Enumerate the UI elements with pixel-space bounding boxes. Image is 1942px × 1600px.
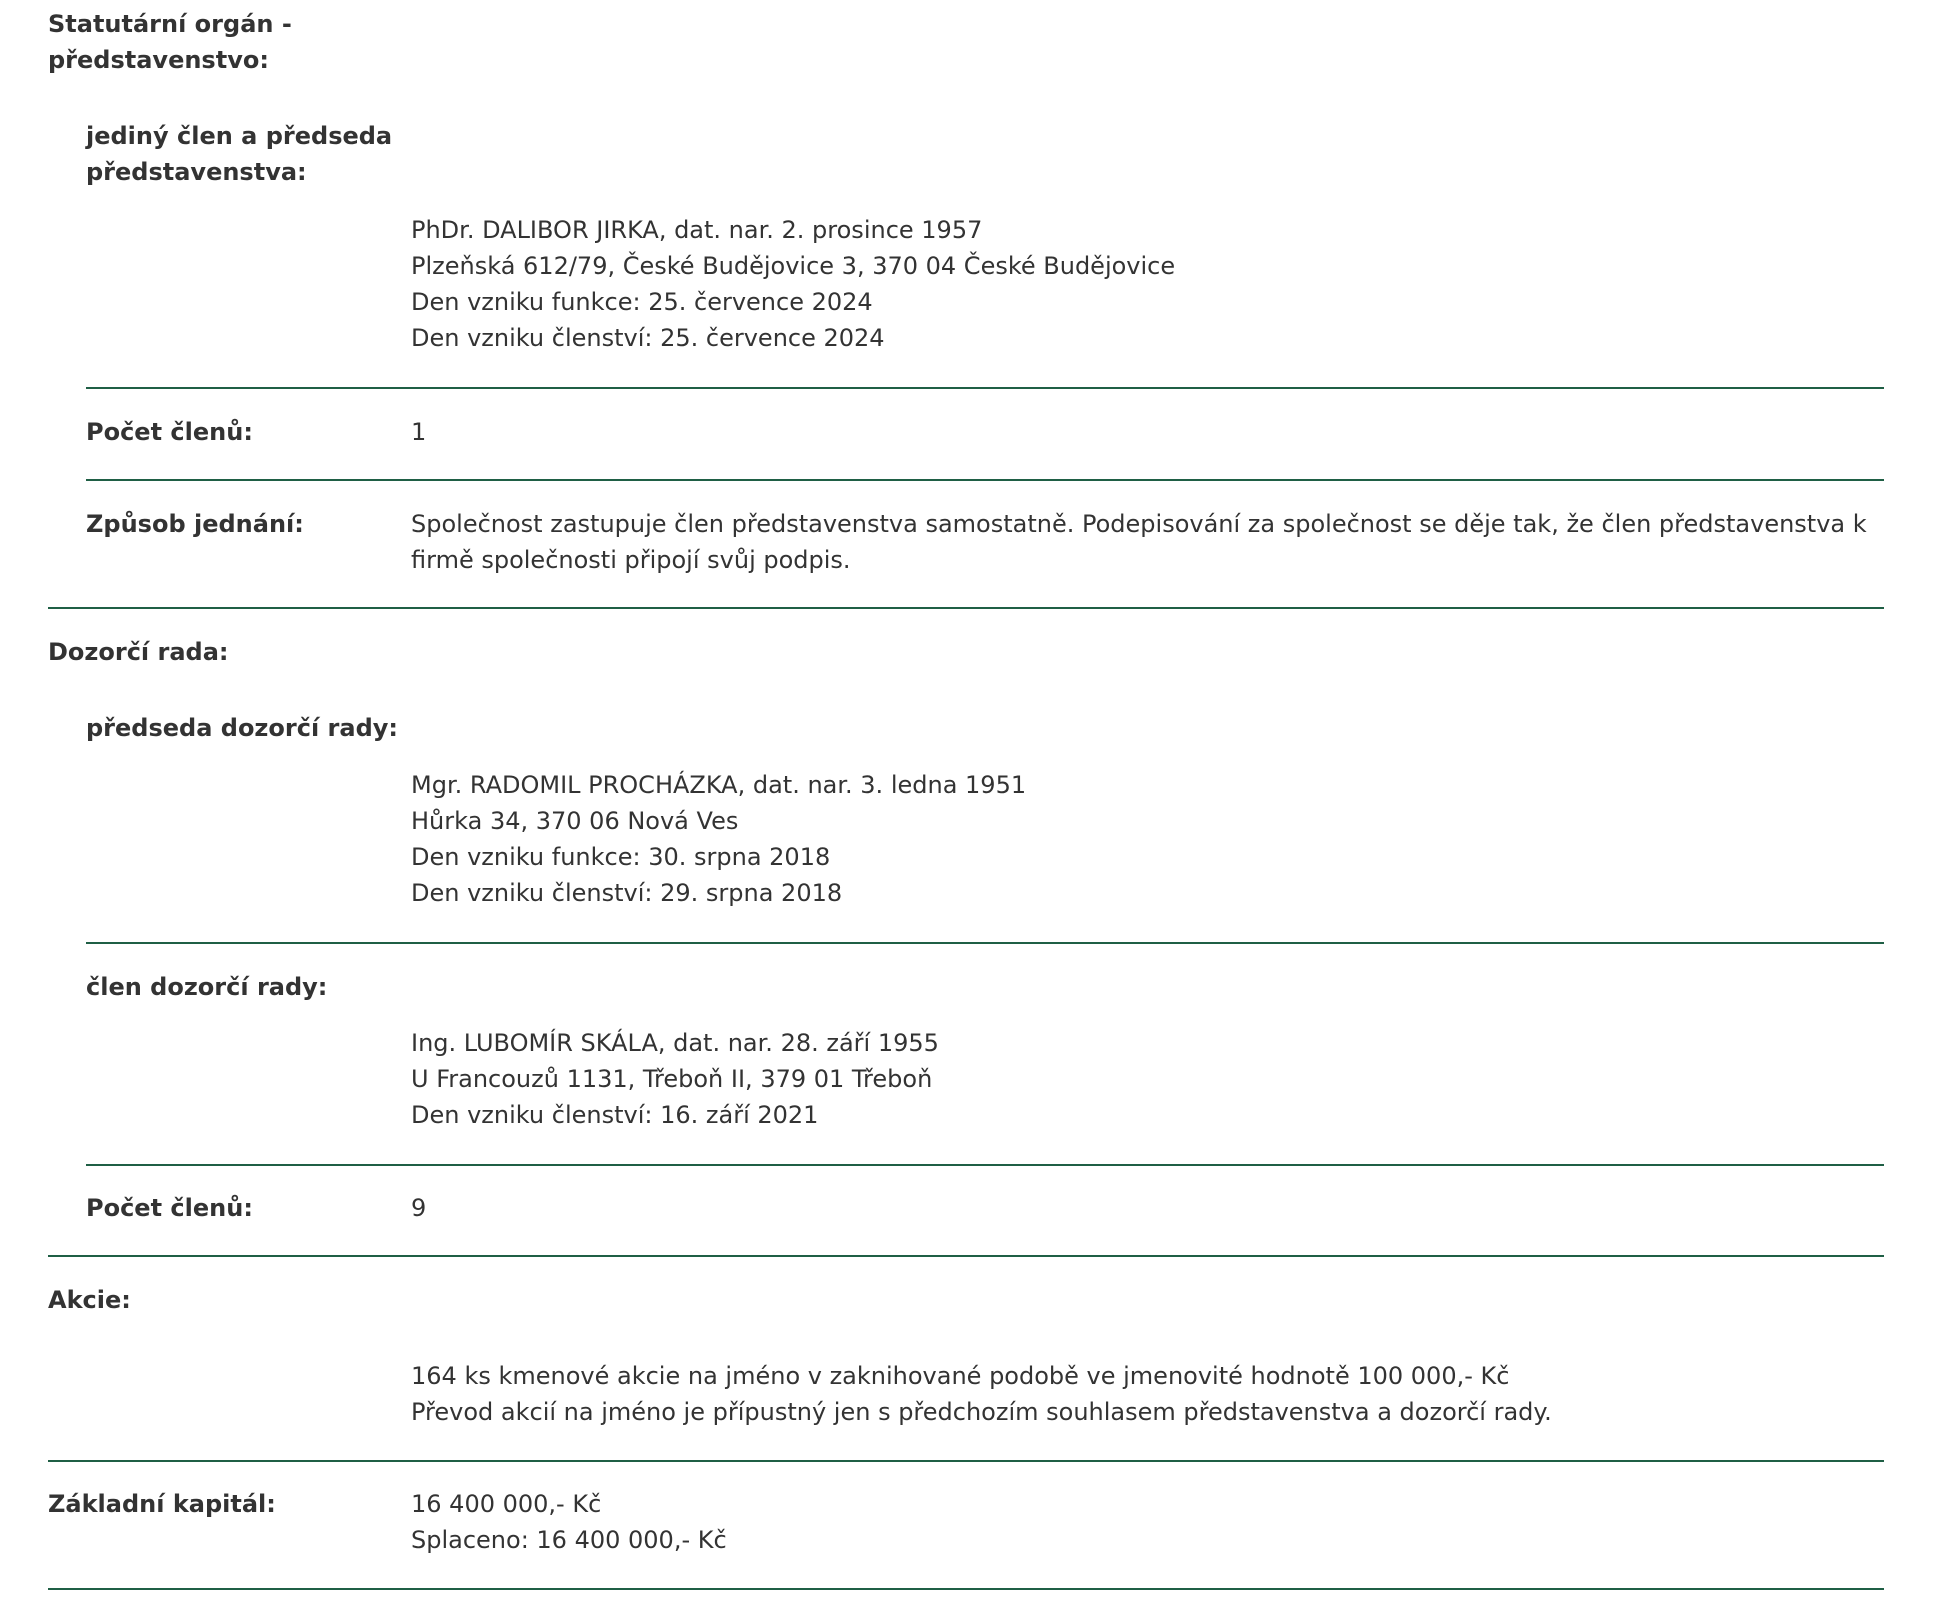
pocet-clenu-value: 9 — [411, 1194, 427, 1222]
pocet-clenu-value: 1 — [411, 418, 427, 446]
member-function-start: Den vzniku funkce: 30. srpna 2018 — [411, 843, 831, 871]
dozorci-rada-heading: Dozorčí rada: — [48, 638, 229, 666]
pocet-clenu-label: Počet členů: — [86, 1194, 253, 1222]
divider — [48, 1588, 1884, 1590]
member-address: U Francouzů 1131, Třeboň II, 379 01 Třeboň — [411, 1065, 933, 1093]
member-name: Ing. LUBOMÍR SKÁLA, dat. nar. 28. září 1955 — [411, 1029, 939, 1057]
text-line: 16 400 000,- Kč — [411, 1490, 602, 1518]
member-address: Hůrka 34, 370 06 Nová Ves — [411, 807, 739, 835]
divider — [48, 1460, 1884, 1462]
heading-line: Statutární orgán - — [48, 10, 292, 38]
text-line: Splaceno: 16 400 000,- Kč — [411, 1526, 727, 1554]
member-membership-start: Den vzniku členství: 16. září 2021 — [411, 1101, 819, 1129]
divider — [86, 479, 1884, 481]
zakladni-kapital-label: Základní kapitál: — [48, 1490, 276, 1518]
text-line: firmě společnosti připojí svůj podpis. — [411, 546, 851, 574]
predseda-predstavenstva-label — [86, 118, 392, 190]
predseda-dozorci-rady-info — [411, 767, 1026, 911]
divider — [86, 942, 1884, 944]
zpusob-jednani-label: Způsob jednání: — [86, 510, 304, 538]
divider — [48, 1255, 1884, 1257]
predseda-dozorci-rady-label: předseda dozorčí rady: — [86, 714, 398, 742]
text-line: Převod akcií na jméno je přípustný jen s předchozím souhlasem představenstva a dozorčí rady. — [411, 1398, 1552, 1426]
text-line: Společnost zastupuje člen představenstva samostatně. Podepisování za společnost se děje tak, že člen představenstva k — [411, 510, 1867, 538]
label-line: představenstva: — [86, 158, 307, 186]
zpusob-jednani-text — [411, 506, 1867, 578]
member-name: PhDr. DALIBOR JIRKA, dat. nar. 2. prosince 1957 — [411, 216, 983, 244]
heading-line: představenstvo: — [48, 46, 269, 74]
akcie-info — [411, 1358, 1552, 1430]
member-membership-start: Den vzniku členství: 29. srpna 2018 — [411, 879, 843, 907]
member-function-start: Den vzniku funkce: 25. července 2024 — [411, 288, 873, 316]
pocet-clenu-label: Počet členů: — [86, 418, 253, 446]
label-line: jediný člen a předseda — [86, 122, 393, 150]
member-membership-start: Den vzniku členství: 25. července 2024 — [411, 324, 885, 352]
statutarni-organ-heading — [48, 6, 292, 78]
member-address: Plzeňská 612/79, České Budějovice 3, 370 04 České Budějovice — [411, 252, 1176, 280]
akcie-heading: Akcie: — [48, 1286, 131, 1314]
divider — [86, 1164, 1884, 1166]
divider — [86, 387, 1884, 389]
member-name: Mgr. RADOMIL PROCHÁZKA, dat. nar. 3. ledna 1951 — [411, 771, 1027, 799]
divider — [48, 607, 1884, 609]
clen-dozorci-rady-info — [411, 1025, 939, 1133]
clen-dozorci-rady-label: člen dozorčí rady: — [86, 973, 328, 1001]
text-line: 164 ks kmenové akcie na jméno v zaknihované podobě ve jmenovité hodnotě 100 000,- Kč — [411, 1362, 1510, 1390]
predstavenstvo-member-info — [411, 212, 1175, 356]
zakladni-kapital-value — [411, 1486, 727, 1558]
